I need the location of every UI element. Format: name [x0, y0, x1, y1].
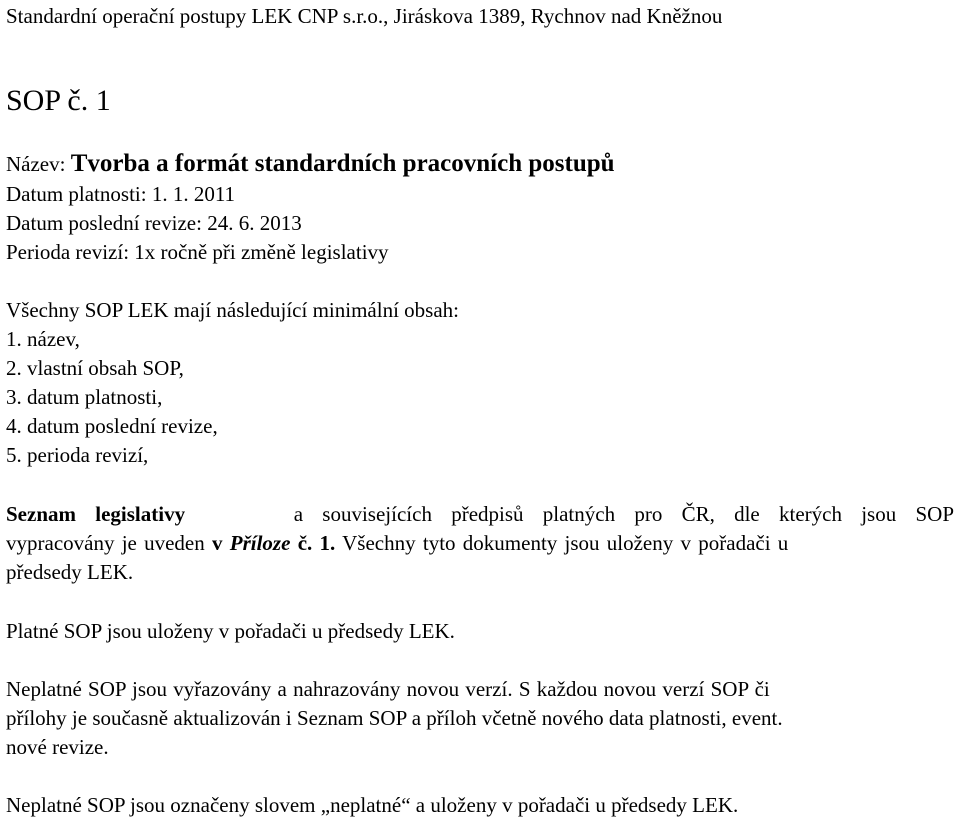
valid-storage-paragraph: Platné SOP jsou uloženy v pořadači u předsedy LEK.: [6, 619, 455, 643]
invalid-line-2: přílohy je současně aktualizován i Seznam SOP a příloh včetně nového data platnosti, event.: [6, 706, 783, 730]
legislation-line-2-rest: Všechny tyto dokumenty jsou uloženy v pořadači u: [335, 531, 789, 555]
invalid-line-3: nové revize.: [6, 735, 109, 759]
legislation-line-2: [6, 530, 788, 556]
name-label: Název:: [6, 152, 71, 176]
min-content-item: 4. datum poslední revize,: [6, 414, 218, 438]
annex-ref-a: v: [212, 531, 230, 555]
invalid-line-1: Neplatné SOP jsou vyřazovány a nahrazovány novou verzí. S každou novou verzí SOP či: [6, 677, 770, 701]
legislation-list-bold: Seznam legislativy: [6, 502, 186, 526]
legislation-line-2-a: vypracovány je uveden: [6, 531, 213, 555]
min-content-item: 2. vlastní obsah SOP,: [6, 356, 184, 380]
validity-date: Datum platnosti: 1. 1. 2011: [6, 182, 236, 206]
page-header: Standardní operační postupy LEK CNP s.r.o., Jiráskova 1389, Rychnov nad Kněžnou: [6, 4, 723, 28]
min-content-item: 1. název,: [6, 327, 80, 351]
name-value: Tvorba a formát standardních pracovních postupů: [70, 150, 615, 177]
last-revision-date: Datum poslední revize: 24. 6. 2013: [6, 211, 302, 235]
sop-name-line: [6, 151, 615, 177]
legislation-line-1: [6, 501, 954, 527]
annex-ref-italic: Příloze: [229, 531, 291, 555]
invalid-marking-paragraph: Neplatné SOP jsou označeny slovem „neplatné“ a uloženy v pořadači u předsedy LEK.: [6, 793, 739, 817]
legislation-line-1-text: a souvisejících předpisů platných pro ČR, dle kterých jsou SOP: [293, 502, 954, 526]
min-content-item: 5. perioda revizí,: [6, 443, 149, 467]
revision-period: Perioda revizí: 1x ročně při změně legislativy: [6, 240, 389, 264]
sop-title: SOP č. 1: [6, 84, 111, 117]
legislation-line-3: předsedy LEK.: [6, 560, 134, 584]
min-content-intro: Všechny SOP LEK mají následující minimální obsah:: [6, 298, 459, 322]
min-content-item: 3. datum platnosti,: [6, 385, 163, 409]
annex-ref-b: č. 1.: [290, 531, 336, 555]
